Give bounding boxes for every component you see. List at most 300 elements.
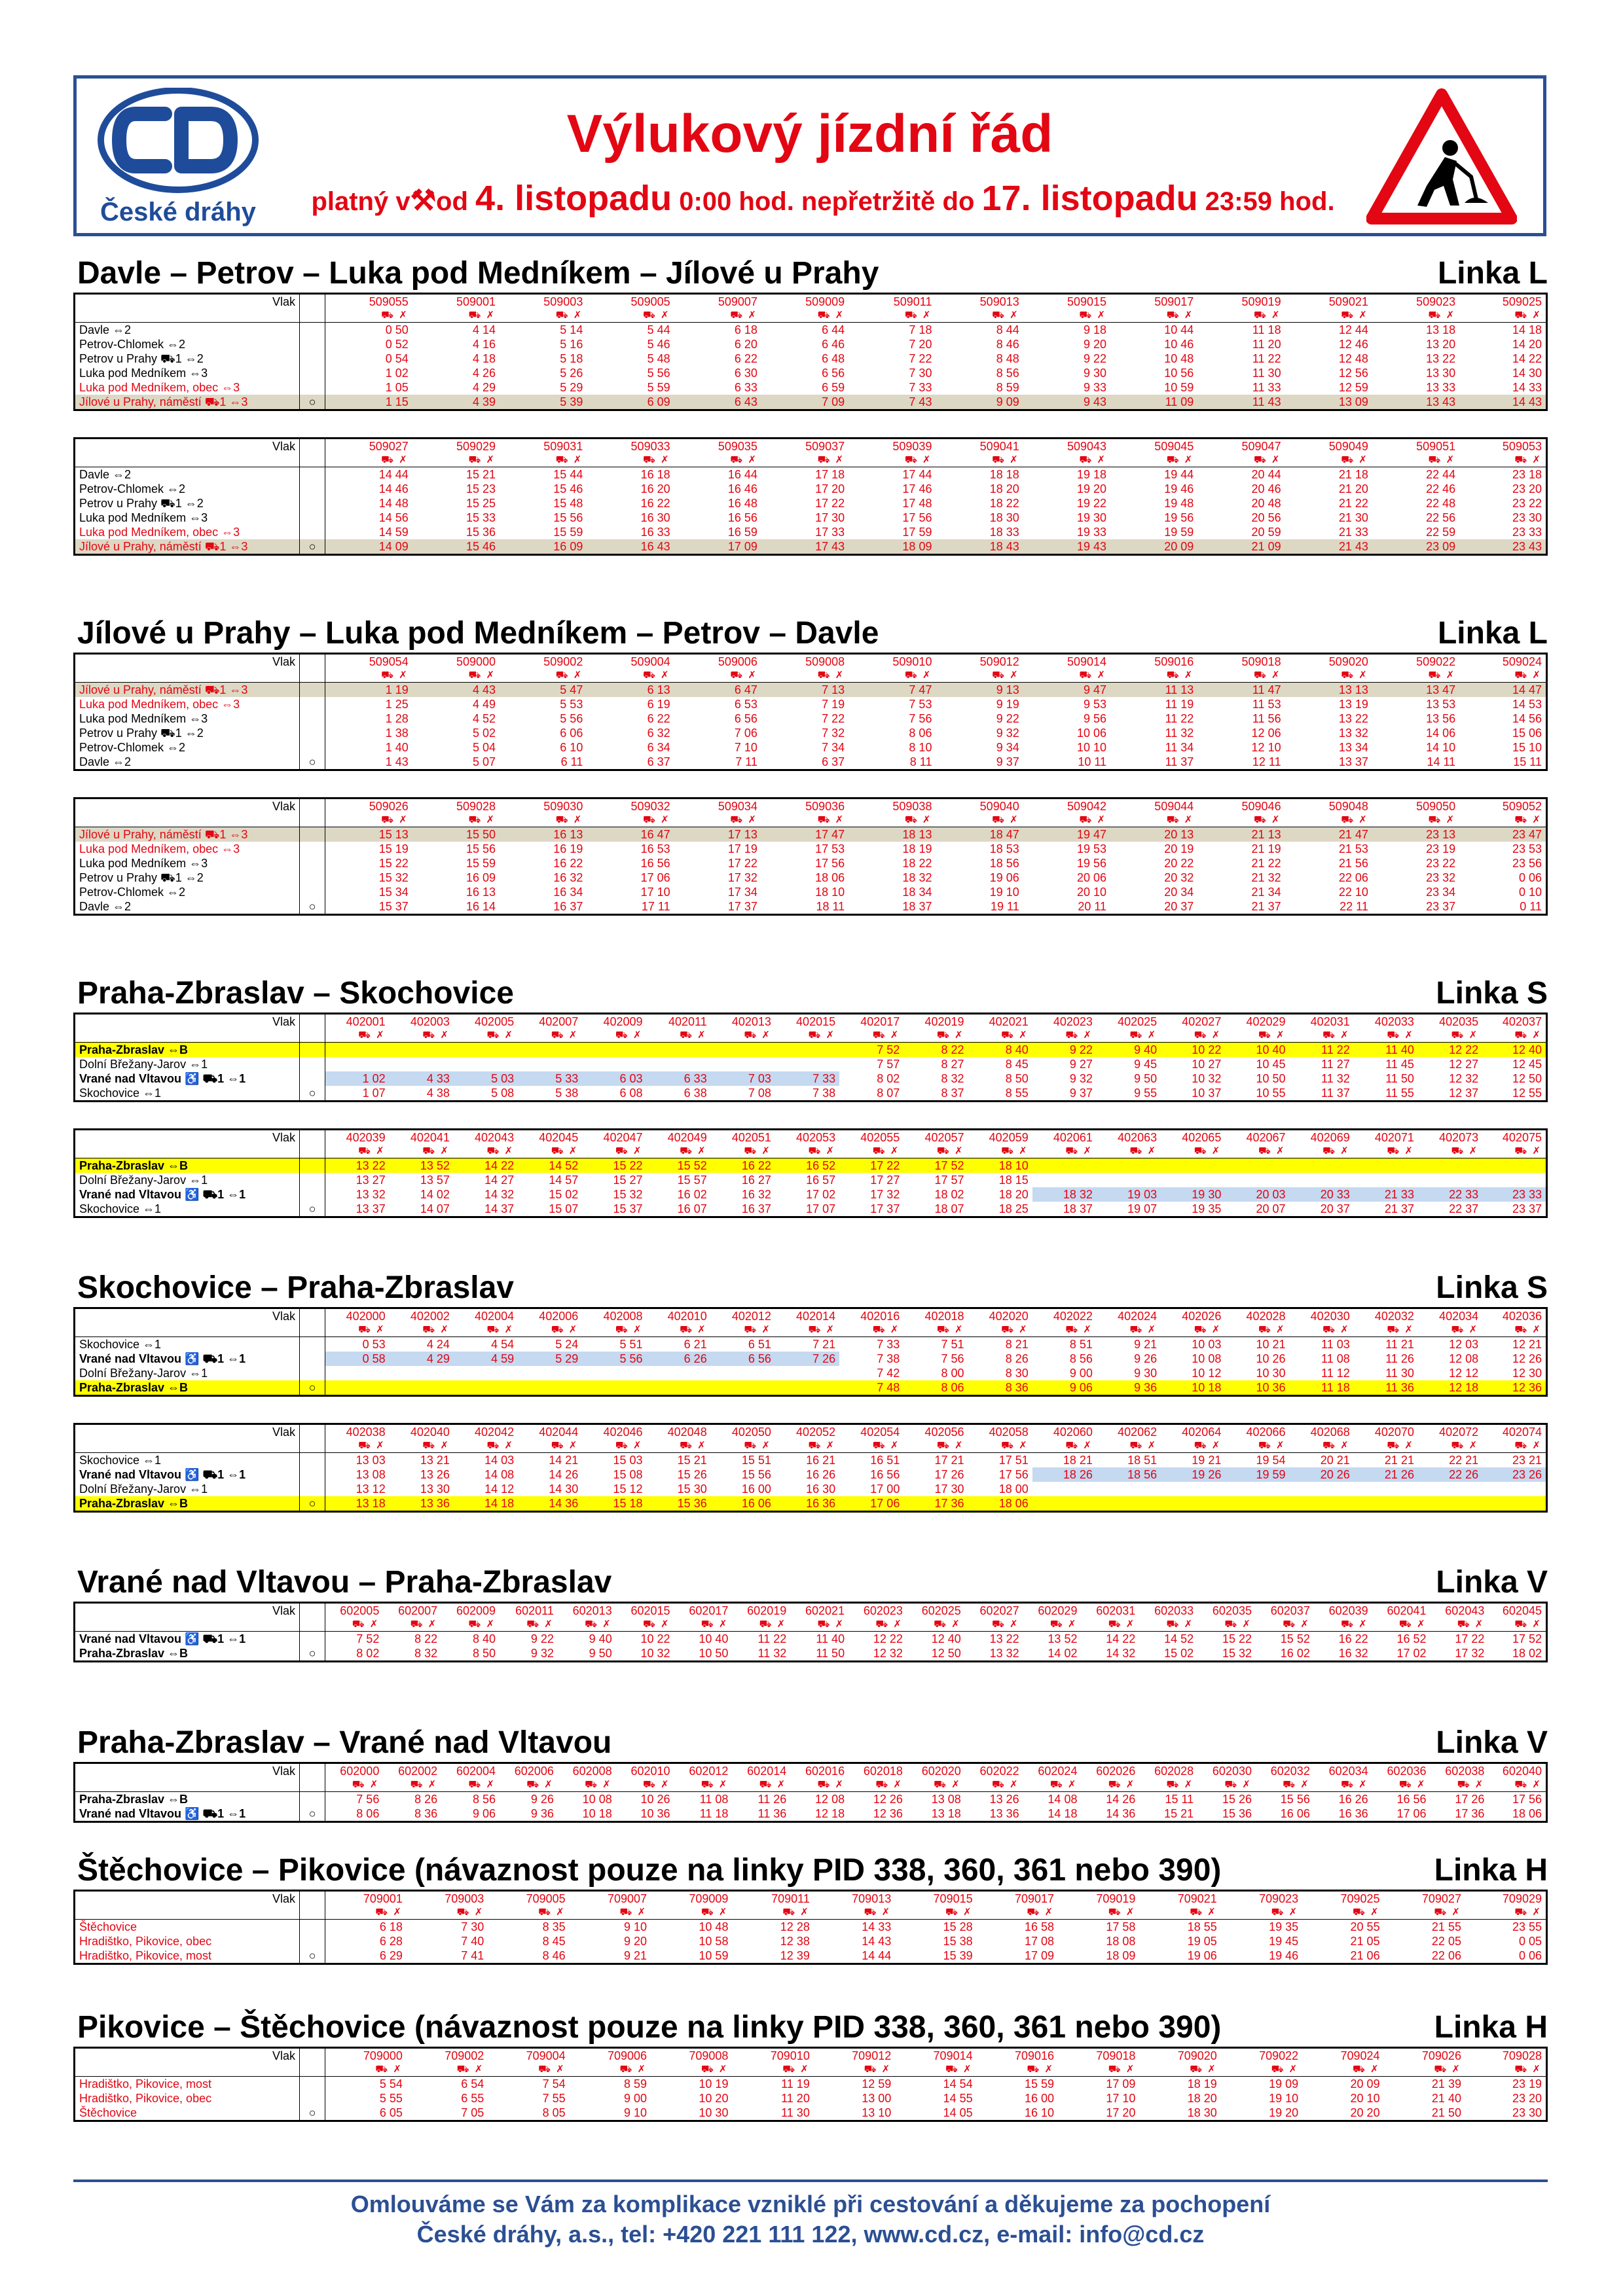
mark-cell [300,669,325,683]
mark-cell [300,309,325,323]
departure-time [454,1380,518,1396]
departure-time: 6 32 [647,726,670,740]
departure-time: 0 11 [1520,900,1542,913]
departure-time: 11 22 [1290,1043,1354,1058]
departure-time: 22 44 [1426,468,1456,481]
train-number: 602028 [1154,1765,1194,1778]
timetable-section [73,1565,1548,1662]
station-name: Petrov u Prahy ⛟1 ⇔2 [75,870,300,885]
departure-time: 11 08 [1321,1352,1350,1365]
departure-time: 19 48 [1164,497,1194,510]
departure-time: 6 54 [461,2077,484,2090]
departure-time: 10 06 [1076,726,1107,740]
departure-time: 21 21 [1384,1454,1414,1467]
departure-time: 22 46 [1426,482,1456,495]
departure-time: 18 10 [815,886,845,899]
station-name: Luka pod Medníkem, obec ⇔3 [75,380,300,395]
departure-time: 15 57 [677,1174,707,1187]
departure-time: 17 06 [1396,1807,1427,1820]
line-label: Linka S [1436,1270,1548,1305]
station-name: Skochovice ⇔1 [75,1086,300,1102]
departure-time: 19 47 [1023,827,1110,842]
departure-time: 13 08 [931,1793,961,1806]
station-row [75,870,1547,885]
departure-time: 12 28 [780,1920,810,1933]
departure-time: 14 59 [378,526,409,539]
timetable-section [73,616,1548,916]
departure-time: 16 14 [466,900,496,913]
train-number: 509047 [1241,440,1281,453]
departure-time: 21 37 [1384,1202,1414,1215]
train-number: 402016 [860,1310,900,1323]
departure-time: 5 07 [473,755,496,768]
departure-time: 15 27 [613,1174,643,1187]
departure-time: 16 22 [711,1158,775,1174]
train-number: 509007 [718,295,757,308]
departure-time: 15 36 [466,526,496,539]
bus-no-smoking-icon: ⛟ ✗ [977,1906,1058,1920]
bus-no-smoking-icon: ⛟ ✗ [1225,1439,1289,1453]
bus-no-smoking-icon: ⛟ ✗ [1161,1029,1225,1043]
station-name: Luka pod Medníkem, obec ⇔3 [75,842,300,856]
departure-time: 10 58 [699,1935,729,1948]
departure-time [1161,1496,1225,1512]
departure-time: 15 03 [613,1454,643,1467]
terminus-mark [300,511,325,525]
terminus-mark [300,1482,325,1496]
departure-time: 17 27 [870,1174,900,1187]
departure-time: 13 12 [356,1482,386,1496]
departure-time: 14 57 [549,1174,579,1187]
bus-no-smoking-icon: ⛟ ✗ [968,1323,1032,1337]
departure-time: 21 33 [1338,526,1368,539]
bus-no-smoking-icon: ⛟ ✗ [1482,1323,1546,1337]
departure-time: 5 55 [379,2092,403,2105]
departure-time: 10 32 [640,1647,670,1660]
train-number: 709028 [1502,2049,1542,2062]
vlak-label: Vlak [75,1603,300,1619]
date-from: 4. listopadu [475,179,672,218]
cd-logo [96,88,260,226]
train-number: 509038 [892,800,932,813]
departure-time: 9 22 [1083,352,1107,365]
departure-time [518,1043,582,1058]
departure-time: 13 26 [420,1468,450,1481]
train-number: 509036 [805,800,845,813]
departure-time: 6 18 [379,1920,403,1933]
departure-time: 7 22 [909,352,932,365]
departure-time: 16 13 [500,827,587,842]
bus-no-smoking-icon: ⛟ ✗ [839,1439,903,1453]
train-number: 709029 [1502,1892,1542,1905]
departure-time: 6 33 [647,1071,711,1086]
train-number: 602045 [1502,1604,1542,1617]
bus-no-smoking-icon: ⛟ ✗ [1372,1778,1431,1792]
bus-no-smoking-icon: ⛟ ✗ [839,1029,903,1043]
bus-no-smoking-icon: ⛟ ✗ [903,1029,968,1043]
train-number: 709022 [1259,2049,1299,2062]
departure-time: 1 40 [385,741,409,754]
station-row [75,1187,1547,1202]
departure-time: 21 40 [1431,2092,1461,2105]
departure-time: 1 25 [385,698,409,711]
bus-no-smoking-icon: ⛟ ✗ [1097,1439,1161,1453]
departure-time: 17 44 [902,468,932,481]
train-number: 402051 [731,1131,771,1144]
train-number: 402046 [603,1426,643,1439]
bus-no-smoking-icon: ⛟ ✗ [390,1439,454,1453]
departure-time: 8 06 [909,726,932,740]
departure-time: 10 22 [1161,1043,1225,1058]
station-row [75,395,1547,410]
departure-time: 5 39 [500,395,587,410]
bus-no-smoking-icon: ⛟ ✗ [412,669,500,683]
station-name: Luka pod Medníkem, obec ⇔3 [75,525,300,539]
bus-no-smoking-icon: ⛟ ✗ [441,1778,500,1792]
departure-time: 11 32 [1321,1072,1350,1085]
station-row [75,1173,1547,1187]
bus-no-smoking-icon: ⛟ ✗ [651,1906,732,1920]
bus-no-smoking-icon: ⛟ ✗ [587,669,674,683]
departure-time: 6 06 [560,726,583,740]
bus-no-smoking-icon: ⛟ ✗ [1197,309,1285,323]
departure-time [582,1380,646,1396]
departure-time: 14 21 [549,1454,579,1467]
station-name: Dolní Břežany-Jarov ⇔1 [75,1173,300,1187]
station-name: Davle ⇔2 [75,323,300,338]
train-number: 602016 [805,1765,845,1778]
departure-time: 16 56 [1396,1793,1427,1806]
departure-time: 19 56 [1076,857,1107,870]
train-number: 509012 [979,655,1019,668]
departure-time [1354,1173,1418,1187]
station-name: Vrané nad Vltavou ♿ ⛟1 ⇔1 [75,1352,300,1366]
section-title: Praha-Zbraslav – Vrané nad Vltavou [77,1725,612,1760]
section-header [73,2010,1548,2045]
departure-time: 6 34 [647,741,670,754]
train-number: 602025 [921,1604,961,1617]
bus-no-smoking-icon: ⛟ ✗ [325,454,412,467]
train-number: 402050 [731,1426,771,1439]
bus-no-smoking-icon: ⛟ ✗ [1139,1906,1220,1920]
departure-time: 15 59 [553,526,583,539]
station-row [75,827,1547,842]
departure-time: 8 35 [542,1920,566,1933]
departure-time: 7 09 [761,395,848,410]
train-number: 509002 [543,655,583,668]
departure-time: 21 55 [1431,1920,1461,1933]
departure-time: 17 37 [870,1202,900,1215]
bus-no-smoking-icon: ⛟ ✗ [775,1439,839,1453]
departure-time [1032,1173,1097,1187]
departure-time: 18 02 [934,1188,964,1201]
departure-time: 7 52 [356,1632,380,1645]
departure-time: 13 32 [356,1188,386,1201]
train-number: 602030 [1212,1765,1252,1778]
departure-time: 15 11 [1513,755,1542,768]
departure-time: 17 32 [870,1188,900,1201]
terminus-mark [300,467,325,482]
terminus-mark: ○ [300,1496,325,1512]
departure-time: 23 30 [1512,2106,1542,2119]
departure-time: 6 56 [734,712,757,725]
departure-time: 6 30 [734,367,757,380]
bus-no-smoking-icon: ⛟ ✗ [1110,309,1197,323]
train-number: 402008 [603,1310,643,1323]
train-number: 402039 [346,1131,386,1144]
train-number: 402007 [539,1015,579,1028]
departure-time: 9 22 [530,1632,554,1645]
bus-no-smoking-icon: ⛟ ✗ [1354,1439,1418,1453]
departure-time: 15 02 [1164,1647,1194,1660]
section-header [73,616,1548,651]
departure-time: 12 06 [1251,726,1281,740]
station-row [75,711,1547,726]
departure-time: 18 06 [815,871,845,884]
departure-time: 13 22 [325,1158,390,1174]
departure-time: 11 30 [1252,367,1281,380]
bus-no-smoking-icon: ⛟ ✗ [848,669,936,683]
departure-time: 22 48 [1426,497,1456,510]
departure-time: 8 07 [877,1086,900,1100]
departure-time: 19 46 [1269,1949,1299,1962]
train-number: 709027 [1421,1892,1461,1905]
train-number: 509015 [1067,295,1107,308]
terminus-mark [300,1934,325,1948]
train-number: 402071 [1374,1131,1414,1144]
departure-time: 19 07 [1127,1202,1158,1215]
departure-time: 10 30 [1256,1367,1286,1380]
departure-time: 11 20 [781,2092,810,2105]
departure-time: 22 56 [1426,511,1456,524]
bus-no-smoking-icon: ⛟ ✗ [968,1145,1032,1158]
train-number: 509004 [630,655,670,668]
departure-time: 17 09 [674,539,761,555]
departure-time: 8 06 [356,1807,380,1820]
departure-time: 11 37 [1165,755,1194,768]
train-number: 709016 [1014,2049,1055,2062]
train-number: 509029 [456,440,496,453]
departure-time: 8 45 [1005,1058,1029,1071]
train-number: 509008 [805,655,845,668]
station-row [75,380,1547,395]
train-number: 709017 [1014,1892,1055,1905]
terminus-mark [300,1366,325,1380]
mark-cell [300,1891,325,1907]
line-label: Linka H [1434,1853,1548,1888]
departure-time: 16 44 [727,468,757,481]
train-number: 709019 [1096,1892,1136,1905]
departure-time: 16 07 [677,1202,707,1215]
departure-time: 14 26 [549,1468,579,1481]
departure-time: 14 26 [1106,1793,1136,1806]
departure-time [1161,1173,1225,1187]
departure-time: 11 18 [1290,1380,1354,1396]
vlak-label: Vlak [75,1891,300,1907]
departure-time [1482,1173,1546,1187]
departure-time: 13 18 [1426,323,1456,336]
terminus-mark: ○ [300,1202,325,1217]
timetable [73,1423,1548,1513]
empty-cell [75,1778,300,1792]
departure-time: 18 56 [1097,1467,1161,1482]
departure-time: 4 29 [473,381,496,394]
departure-time: 6 21 [684,1338,707,1351]
departure-time: 15 21 [1164,1807,1194,1820]
departure-time: 9 26 [530,1793,554,1806]
bus-no-smoking-icon: ⛟ ✗ [1197,669,1285,683]
station-name: Jílové u Prahy, náměstí ⛟1 ⇔3 [75,539,300,555]
departure-time [1418,1173,1482,1187]
departure-time: 15 59 [1024,2077,1055,2090]
departure-time: 7 20 [909,338,932,351]
station-row [75,351,1547,366]
departure-time: 12 30 [1512,1367,1542,1380]
departure-time: 17 53 [815,842,845,855]
station-row [75,1337,1547,1352]
departure-time: 18 55 [1187,1920,1217,1933]
bus-no-smoking-icon: ⛟ ✗ [1459,669,1546,683]
departure-time: 10 37 [1192,1086,1222,1100]
departure-time: 10 26 [640,1793,670,1806]
train-number: 402038 [346,1426,386,1439]
station-row [75,899,1547,915]
train-number: 509034 [718,800,757,813]
departure-time: 21 33 [1354,1187,1418,1202]
train-number: 602036 [1387,1765,1427,1778]
departure-time: 18 22 [989,497,1019,510]
train-number: 709001 [363,1892,403,1905]
departure-time: 11 18 [699,1807,729,1820]
departure-time: 21 22 [1251,857,1281,870]
bus-no-smoking-icon: ⛟ ✗ [1290,1029,1354,1043]
departure-time: 23 20 [1512,2092,1542,2105]
bus-no-smoking-icon: ⛟ ✗ [558,1778,616,1792]
departure-time: 15 56 [553,511,583,524]
departure-time: 15 28 [943,1920,973,1933]
departure-time: 5 54 [379,2077,403,2090]
departure-time: 7 05 [461,2106,484,2119]
departure-time: 5 47 [500,683,587,698]
departure-time: 8 56 [1069,1352,1093,1365]
bus-no-smoking-icon: ⛟ ✗ [1225,1145,1289,1158]
terminus-mark [300,870,325,885]
departure-time: 11 50 [816,1647,845,1660]
departure-time: 14 06 [1426,726,1456,740]
departure-time: 15 11 [1165,1793,1194,1806]
bus-no-smoking-icon: ⛟ ✗ [390,1145,454,1158]
departure-time: 23 56 [1512,857,1542,870]
train-number: 509032 [630,800,670,813]
departure-time: 11 20 [1252,338,1281,351]
departure-time: 8 50 [1005,1072,1029,1085]
bus-no-smoking-icon: ⛟ ✗ [616,1618,674,1632]
departure-time: 18 07 [934,1202,964,1215]
departure-time: 17 13 [674,827,761,842]
station-name: Hradištko, Pikovice, most [75,2077,300,2092]
terminus-mark [300,726,325,740]
departure-time: 21 30 [1338,511,1368,524]
departure-time: 6 28 [379,1935,403,1948]
departure-time: 11 22 [757,1632,787,1645]
train-number: 402000 [346,1310,386,1323]
departure-time: 23 33 [1512,526,1542,539]
empty-cell [75,1029,300,1043]
departure-time [775,1043,839,1058]
station-row [75,697,1547,711]
train-number: 402002 [410,1310,450,1323]
departure-time: 16 19 [553,842,583,855]
departure-time [711,1366,775,1380]
terminus-mark [300,1043,325,1058]
train-number: 402055 [860,1131,900,1144]
departure-time: 23 26 [1482,1467,1546,1482]
bus-no-smoking-icon: ⛟ ✗ [1081,1778,1139,1792]
bus-no-smoking-icon: ⛟ ✗ [383,1778,441,1792]
station-name: Hradištko, Pikovice, obec [75,2091,300,2106]
departure-time: 15 21 [466,468,496,481]
departure-time: 13 32 [989,1647,1019,1660]
train-number: 602011 [515,1604,554,1617]
terminus-mark: ○ [300,2106,325,2121]
departure-time [582,1057,646,1071]
bus-no-smoking-icon: ⛟ ✗ [325,814,412,827]
vlak-label: Vlak [75,1424,300,1440]
departure-time: 21 56 [1338,857,1368,870]
departure-time: 19 20 [1269,2106,1299,2119]
departure-time: 8 36 [968,1380,1032,1396]
train-number: 509049 [1328,440,1368,453]
departure-time: 11 18 [1252,323,1281,336]
departure-time: 8 10 [909,741,932,754]
station-name: Štěchovice [75,1920,300,1935]
departure-time: 23 18 [1512,468,1542,481]
departure-time: 5 08 [491,1086,515,1100]
station-name: Jílové u Prahy, náměstí ⛟1 ⇔3 [75,827,300,842]
departure-time: 14 32 [1106,1647,1136,1660]
timetable-section [73,256,1548,556]
train-number: 402005 [475,1015,515,1028]
departure-time: 20 44 [1251,468,1281,481]
train-number: 509016 [1154,655,1194,668]
train-number: 402059 [989,1131,1029,1144]
station-name: Luka pod Medníkem ⇔3 [75,366,300,380]
departure-time: 7 19 [822,698,845,711]
departure-time: 6 47 [674,683,761,698]
departure-time: 9 21 [1134,1338,1158,1351]
departure-time: 1 07 [362,1086,386,1100]
bus-no-smoking-icon: ⛟ ✗ [1139,1778,1197,1792]
bus-no-smoking-icon: ⛟ ✗ [674,1618,733,1632]
departure-time: 12 08 [1449,1352,1479,1365]
timetable [73,1890,1548,1965]
departure-time: 11 50 [1385,1072,1414,1085]
departure-time: 9 32 [996,726,1019,740]
departure-time: 8 30 [1005,1367,1029,1380]
page-title: Výlukový jízdní řád [566,104,1053,164]
departure-time: 10 21 [1256,1338,1286,1351]
station-name: Skochovice ⇔1 [75,1202,300,1217]
train-number: 509035 [718,440,757,453]
departure-time: 14 05 [943,2106,973,2119]
departure-time: 23 20 [1512,482,1542,495]
departure-time: 16 32 [1338,1647,1368,1660]
train-number: 402029 [1246,1015,1286,1028]
mark-cell [300,1323,325,1337]
departure-time: 11 19 [781,2077,810,2090]
train-number: 709012 [852,2049,892,2062]
train-number: 402063 [1118,1131,1158,1144]
